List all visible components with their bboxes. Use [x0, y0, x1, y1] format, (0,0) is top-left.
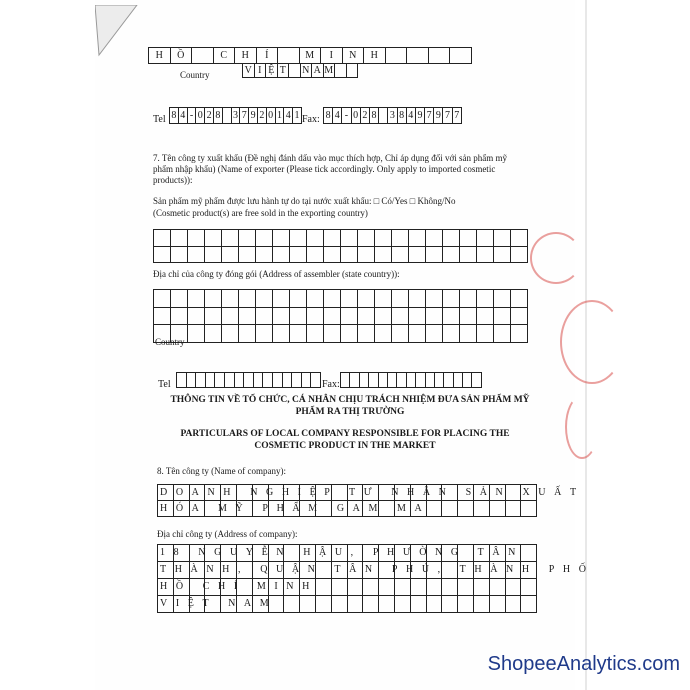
- form-cell: [171, 247, 188, 264]
- form-cell: [477, 290, 494, 308]
- form-cell: [205, 230, 222, 247]
- form-cell: [254, 373, 264, 388]
- form-cell: [263, 373, 273, 388]
- form-cell: [188, 308, 205, 326]
- form-cell: [358, 308, 375, 326]
- form-cell: A: [312, 64, 324, 78]
- form-cell: M: [300, 48, 322, 64]
- form-cell: [409, 290, 426, 308]
- form-cell: [341, 247, 358, 264]
- form-cell: [474, 501, 490, 517]
- form-cell: [429, 48, 451, 64]
- form-cell: [511, 325, 528, 343]
- fax-label: Fax:: [302, 114, 320, 125]
- tel-label: Tel: [153, 114, 166, 125]
- form-cell: [205, 308, 222, 326]
- form-cell: 8: [370, 108, 379, 124]
- form-cell: [307, 247, 324, 264]
- form-cell: [460, 308, 477, 326]
- form-cell: H: [235, 48, 257, 64]
- assembler-tel-cells[interactable]: [176, 372, 321, 388]
- form-cell: [223, 108, 232, 124]
- form-cell: [521, 596, 537, 613]
- red-stamp-edge: [565, 395, 599, 459]
- form-cell: [289, 64, 301, 78]
- form-cell: [494, 247, 511, 264]
- form-cell: I: [321, 48, 343, 64]
- form-cell: 0: [196, 108, 205, 124]
- city-cells: [148, 47, 472, 64]
- form-cell: [316, 579, 332, 596]
- form-cell: [426, 373, 435, 388]
- form-cell: 8: [398, 108, 407, 124]
- form-cell: [490, 596, 506, 613]
- form-cell: [450, 48, 472, 64]
- form-cell: [427, 579, 443, 596]
- form-cell: 2: [205, 108, 214, 124]
- form-cell: [273, 247, 290, 264]
- form-cell: [460, 325, 477, 343]
- form-cell: [358, 325, 375, 343]
- form-cell: [442, 579, 458, 596]
- form-cell: [225, 373, 235, 388]
- form-cell: [395, 596, 411, 613]
- form-cell: V: [243, 64, 255, 78]
- form-cell: [426, 290, 443, 308]
- form-cell: [397, 373, 406, 388]
- form-cell: [222, 230, 239, 247]
- form-cell: Ệ: [266, 64, 278, 78]
- form-cell: [273, 230, 290, 247]
- form-cell: [290, 247, 307, 264]
- form-cell: H: [149, 48, 171, 64]
- assembler-cells[interactable]: [153, 289, 528, 343]
- form-cell: [463, 373, 472, 388]
- form-cell: 4: [407, 108, 416, 124]
- form-cell: [494, 230, 511, 247]
- form-cell: [235, 373, 245, 388]
- form-cell: 7: [443, 108, 452, 124]
- company-name-line2: HÓA MỸ PHẨM GAM MA: [160, 503, 431, 514]
- form-cell: [458, 501, 474, 517]
- form-cell: [444, 373, 453, 388]
- form-cell: [273, 325, 290, 343]
- form-cell: [521, 501, 537, 517]
- form-cell: [426, 308, 443, 326]
- form-cell: [222, 325, 239, 343]
- form-cell: [188, 325, 205, 343]
- form-cell: [443, 247, 460, 264]
- form-cell: [409, 247, 426, 264]
- form-cell: [392, 230, 409, 247]
- form-cell: [292, 373, 302, 388]
- form-cell: [477, 325, 494, 343]
- free-sale-question: Sản phẩm mỹ phẩm được lưu hành tự do tại nước xuất khẩu: □ Có/Yes □ Không/No: [153, 196, 456, 206]
- form-cell: 1: [276, 108, 285, 124]
- form-cell: [494, 325, 511, 343]
- form-cell: [474, 596, 490, 613]
- form-cell: [409, 230, 426, 247]
- form-cell: [477, 230, 494, 247]
- form-cell: 9: [416, 108, 425, 124]
- form-cell: [511, 247, 528, 264]
- form-cell: [506, 579, 522, 596]
- form-cell: [283, 373, 293, 388]
- company-address-label: Địa chỉ công ty (Address of company):: [157, 529, 298, 539]
- form-cell: 2: [258, 108, 267, 124]
- form-cell: I: [255, 64, 267, 78]
- form-cell: [477, 247, 494, 264]
- form-cell: [192, 48, 214, 64]
- form-cell: [472, 373, 481, 388]
- form-cell: [460, 290, 477, 308]
- form-cell: N: [343, 48, 365, 64]
- form-cell: [154, 247, 171, 264]
- form-cell: [324, 325, 341, 343]
- form-cell: [392, 325, 409, 343]
- form-cell: [411, 579, 427, 596]
- free-sale-question-en: (Cosmetic product(s) are free sold in the exporting country): [153, 208, 368, 218]
- company-name-label: 8. Tên công ty (Name of company):: [157, 466, 287, 476]
- assembler-country-label: Country: [155, 337, 185, 347]
- form-cell: C: [214, 48, 236, 64]
- form-cell: [332, 579, 348, 596]
- form-cell: 9: [434, 108, 443, 124]
- form-cell: [409, 325, 426, 343]
- form-cell: [388, 373, 397, 388]
- form-cell: [196, 373, 206, 388]
- form-cell: 7: [240, 108, 249, 124]
- form-cell: [442, 501, 458, 517]
- form-cell: [332, 596, 348, 613]
- form-cell: 3: [388, 108, 397, 124]
- form-cell: [458, 579, 474, 596]
- company-address-line2: THÀNH, QUẬN TÂN PHÚ, THÀNH PHỐ: [160, 564, 595, 575]
- form-cell: [205, 290, 222, 308]
- form-cell: [290, 325, 307, 343]
- form-cell: 9: [249, 108, 258, 124]
- form-cell: [256, 230, 273, 247]
- form-cell: Í: [257, 48, 279, 64]
- form-cell: [511, 290, 528, 308]
- assembler-tel-label: Tel: [158, 379, 171, 390]
- form-cell: [392, 247, 409, 264]
- form-cell: [477, 308, 494, 326]
- red-stamp-top: [530, 232, 582, 284]
- form-cell: [360, 373, 369, 388]
- form-cell: [395, 579, 411, 596]
- form-cell: 0: [267, 108, 276, 124]
- form-cell: [435, 373, 444, 388]
- form-cell: [443, 230, 460, 247]
- form-cell: [341, 230, 358, 247]
- particulars-heading-en: PARTICULARS OF LOCAL COMPANY RESPONSIBLE FOR PLACING THE COSMETIC PRODUCT IN THE MARKET: [180, 429, 510, 451]
- form-cell: [460, 247, 477, 264]
- form-cell: [454, 373, 463, 388]
- form-cell: M: [324, 65, 334, 76]
- form-cell: [154, 290, 171, 308]
- form-cell: [154, 230, 171, 247]
- form-cell: [407, 48, 429, 64]
- form-cell: [171, 290, 188, 308]
- form-cell: [222, 308, 239, 326]
- exporter-cells[interactable]: [153, 229, 528, 263]
- form-cell: 3: [232, 108, 241, 124]
- particulars-heading-vn: THÔNG TIN VỀ TỔ CHỨC, CÁ NHÂN CHỊU TRÁCH NHIỆM ĐƯA SẢN PHẨM MỸ PHẨM RA THỊ TRƯỜNG: [170, 395, 530, 417]
- form-cell: [409, 308, 426, 326]
- form-cell: 8: [170, 108, 179, 124]
- form-cell: [256, 290, 273, 308]
- form-cell: [392, 308, 409, 326]
- form-cell: [426, 230, 443, 247]
- form-cell: [205, 325, 222, 343]
- form-cell: [222, 290, 239, 308]
- company-address-line1: 18 NGUYỄN HẬU, PHƯỜNG TÂN: [160, 547, 524, 558]
- form-cell: [379, 108, 388, 124]
- form-cell: [239, 290, 256, 308]
- form-cell: [222, 247, 239, 264]
- form-cell: [239, 325, 256, 343]
- form-cell: [350, 373, 359, 388]
- form-cell: [427, 596, 443, 613]
- form-cell: [460, 230, 477, 247]
- form-cell: 4: [284, 108, 293, 124]
- form-cell: [490, 579, 506, 596]
- form-cell: [273, 308, 290, 326]
- form-cell: [307, 230, 324, 247]
- form-cell: [363, 579, 379, 596]
- form-cell: [341, 290, 358, 308]
- form-cell: 1: [293, 108, 302, 124]
- form-cell: [273, 373, 283, 388]
- form-cell: [273, 290, 290, 308]
- form-cell: [490, 501, 506, 517]
- assembler-label: Địa chỉ của công ty đóng gói (Address of assembler (state country)):: [153, 269, 400, 279]
- company-address-line3: HỒ CHÍ MINH: [160, 581, 318, 592]
- form-cell: -: [188, 108, 197, 124]
- form-cell: [341, 308, 358, 326]
- form-cell: [474, 579, 490, 596]
- form-cell: 7: [453, 108, 462, 124]
- company-name-line1: DOANH NGHIỆP TƯ NHÂN SẢN XUẤT: [160, 487, 585, 498]
- form-cell: [348, 579, 364, 596]
- form-cell: [324, 230, 341, 247]
- form-cell: [375, 308, 392, 326]
- form-cell: [244, 373, 254, 388]
- form-cell: Ồ: [171, 48, 193, 64]
- watermark-text: ShopeeAnalytics.com: [487, 653, 680, 675]
- form-cell: [215, 373, 225, 388]
- form-cell: [369, 373, 378, 388]
- form-cell: [521, 579, 537, 596]
- form-cell: [171, 230, 188, 247]
- form-cell: [302, 373, 312, 388]
- form-cell: [494, 290, 511, 308]
- form-cell: [205, 247, 222, 264]
- form-cell: [443, 308, 460, 326]
- form-cell: [335, 64, 347, 78]
- form-cell: [442, 596, 458, 613]
- form-cell: [375, 325, 392, 343]
- form-cell: 2: [361, 108, 370, 124]
- form-cell: [239, 230, 256, 247]
- form-cell: [363, 596, 379, 613]
- form-cell: [278, 48, 300, 64]
- form-cell: [375, 290, 392, 308]
- form-cell: [171, 308, 188, 326]
- form-cell: 7: [425, 108, 434, 124]
- form-cell: [300, 596, 316, 613]
- form-cell: [379, 579, 395, 596]
- form-cell: [284, 596, 300, 613]
- form-cell: [494, 308, 511, 326]
- form-cell: H: [364, 48, 386, 64]
- form-cell: [187, 373, 197, 388]
- form-cell: 4: [333, 108, 342, 124]
- form-cell: [188, 290, 205, 308]
- form-cell: [426, 247, 443, 264]
- form-cell: T: [278, 64, 290, 78]
- company-address-line4: VIỆT NAM: [160, 598, 278, 609]
- form-cell: [341, 373, 350, 388]
- form-cell: 0: [352, 108, 361, 124]
- form-cell: [307, 325, 324, 343]
- form-cell: [256, 325, 273, 343]
- form-cell: [256, 247, 273, 264]
- form-cell: [290, 308, 307, 326]
- country-label: Country: [180, 70, 210, 80]
- form-cell: 8: [214, 108, 223, 124]
- form-cell: [347, 64, 359, 78]
- form-cell: [426, 325, 443, 343]
- form-cell: [256, 308, 273, 326]
- form-cell: [307, 308, 324, 326]
- form-cell: -: [342, 108, 351, 124]
- form-cell: [358, 230, 375, 247]
- form-cell: [206, 373, 216, 388]
- form-cell: [316, 596, 332, 613]
- form-cell: [511, 230, 528, 247]
- red-stamp-bottom: [560, 300, 624, 384]
- folded-corner: [95, 5, 145, 60]
- form-cell: [290, 290, 307, 308]
- form-cell: [375, 230, 392, 247]
- form-cell: [358, 247, 375, 264]
- assembler-fax-cells[interactable]: [340, 372, 482, 388]
- tel-cells: [169, 107, 302, 124]
- form-cell: [443, 290, 460, 308]
- form-cell: [177, 373, 187, 388]
- form-cell: [416, 373, 425, 388]
- country-cells: [242, 63, 358, 78]
- form-cell: [341, 325, 358, 343]
- form-cell: [392, 290, 409, 308]
- form-cell: 4: [179, 108, 188, 124]
- form-cell: N: [301, 64, 313, 78]
- form-cell: [324, 290, 341, 308]
- assembler-fax-label: Fax:: [322, 379, 340, 390]
- form-cell: [239, 247, 256, 264]
- form-cell: [188, 230, 205, 247]
- form-cell: [324, 247, 341, 264]
- form-cell: [506, 596, 522, 613]
- form-cell: [506, 501, 522, 517]
- form-cell: [188, 247, 205, 264]
- form-cell: [458, 596, 474, 613]
- form-cell: [290, 230, 307, 247]
- form-cell: [386, 48, 408, 64]
- form-cell: [379, 596, 395, 613]
- fax-cells: [323, 107, 462, 124]
- form-cell: [307, 290, 324, 308]
- form-cell: [443, 325, 460, 343]
- form-cell: [154, 308, 171, 326]
- form-cell: [324, 308, 341, 326]
- form-cell: [407, 373, 416, 388]
- form-cell: [511, 308, 528, 326]
- form-cell: [379, 373, 388, 388]
- form-cell: [358, 290, 375, 308]
- form-cell: [375, 247, 392, 264]
- form-cell: [348, 596, 364, 613]
- form-cell: 8: [324, 108, 333, 124]
- form-cell: [411, 596, 427, 613]
- section7-title: 7. Tên công ty xuất khẩu (Đề nghị đánh dấu vào mục thích hợp, Chỉ áp dụng đối với sản phẩm mỹ phẩm nhập khẩu) (Name of exporter (Please tick accordingly. Only apply to imported cosmetic products)):: [153, 153, 508, 185]
- form-cell: [311, 373, 321, 388]
- form-cell: [239, 308, 256, 326]
